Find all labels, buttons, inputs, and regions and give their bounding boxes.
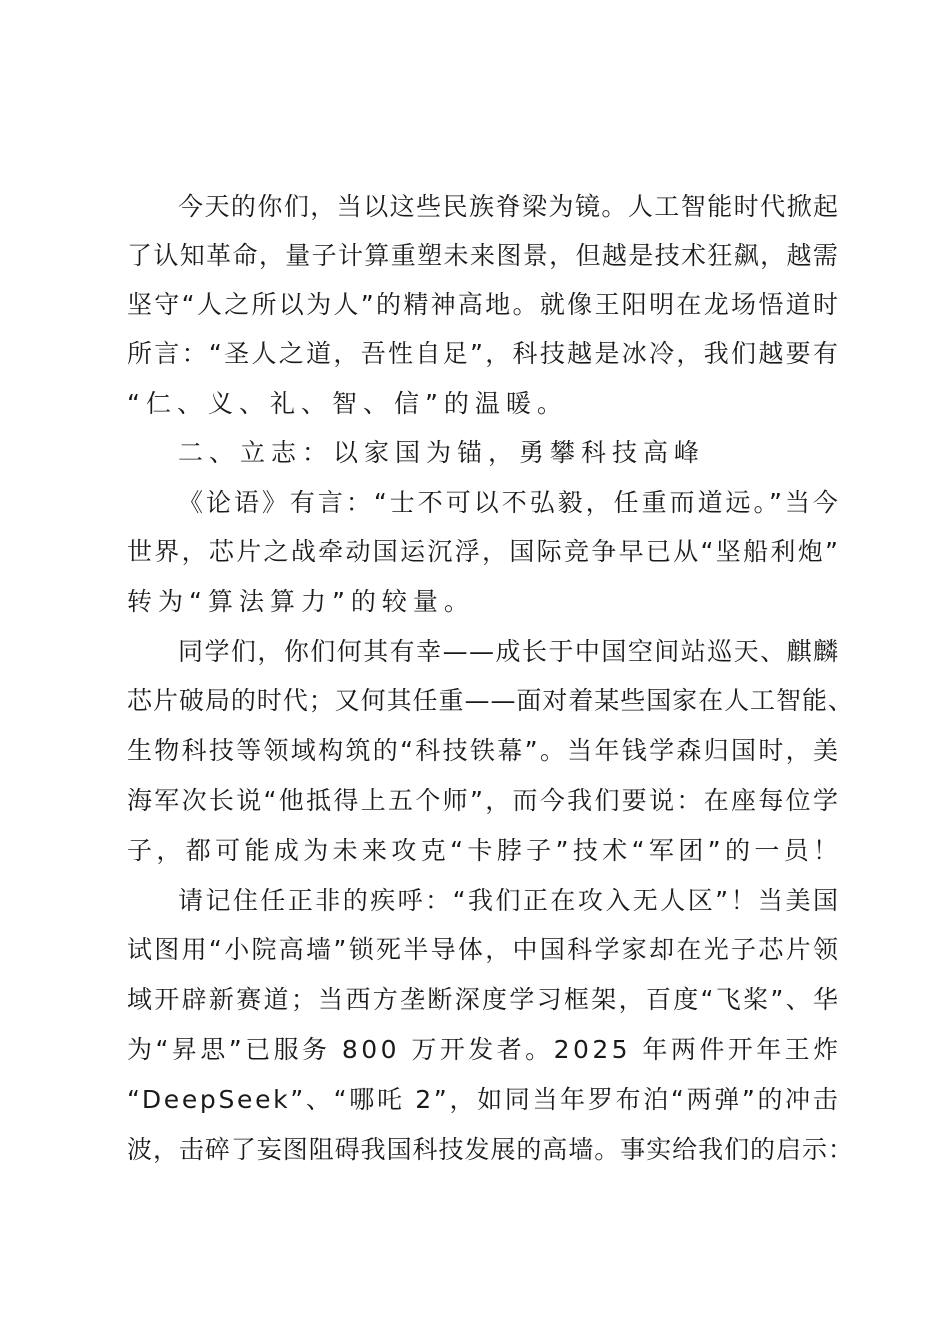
paragraph-1-line-4: 所言：“圣人之道，吾性自足”，科技越是冰冷，我们越要有	[127, 339, 841, 368]
paragraph-3-line-3: 生物科技等领域构筑的“科技铁幕”。当年钱学森归国时，美	[127, 736, 841, 765]
paragraph-4-line-1: 请记住任正非的疾呼：“我们正在攻入无人区”！当美国	[178, 886, 841, 915]
paragraph-3-line-1: 同学们，你们何其有幸——成长于中国空间站巡天、麒麟	[178, 637, 840, 666]
paragraph-3-line-2: 芯片破局的时代；又何其任重——面对着某些国家在人工智能、	[127, 686, 854, 715]
paragraph-1-line-3: 坚守“人之所以为人”的精神高地。就像王阳明在龙场悟道时	[127, 290, 841, 319]
paragraph-4-line-3: 域开辟新赛道；当西方垄断深度学习框架，百度“飞桨”、华	[127, 985, 841, 1014]
paragraph-4-line-5: “DeepSeek”、“哪吒 2”，如同当年罗布泊“两弹”的冲击	[127, 1085, 841, 1114]
section-heading: 二、立志：以家国为锚，勇攀科技高峰	[178, 438, 706, 467]
paragraph-2-line-3: 转为“算法算力”的较量。	[127, 587, 475, 616]
paragraph-4-line-4: 为“昇思”已服务 800 万开发者。2025 年两件开年王炸	[127, 1035, 842, 1064]
paragraph-1-line-2: 了认知革命，量子计算重塑未来图景，但越是技术狂飙，越需	[127, 241, 840, 270]
paragraph-3-line-4: 海军次长说“他抵得上五个师”，而今我们要说：在座每位学	[127, 786, 841, 815]
paragraph-2-line-1: 《论语》有言：“士不可以不弘毅，任重而道远。”当今	[178, 488, 841, 517]
paragraph-1-line-5: “仁、义、礼、智、信”的温暖。	[127, 389, 568, 418]
paragraph-4-line-6: 波，击碎了妄图阻碍我国科技发展的高墙。事实给我们的启示：	[127, 1135, 854, 1164]
paragraph-4-line-2: 试图用“小院高墙”锁死半导体，中国科学家却在光子芯片领	[127, 935, 841, 964]
paragraph-3-line-5: 子，都可能成为未来攻克“卡脖子”技术“军团”的一员！	[127, 836, 843, 865]
paragraph-2-line-2: 世界，芯片之战牵动国运沉浮，国际竞争早已从“坚船利炮”	[127, 537, 841, 566]
paragraph-1-line-1: 今天的你们，当以这些民族脊梁为镜。人工智能时代掀起	[178, 192, 840, 221]
